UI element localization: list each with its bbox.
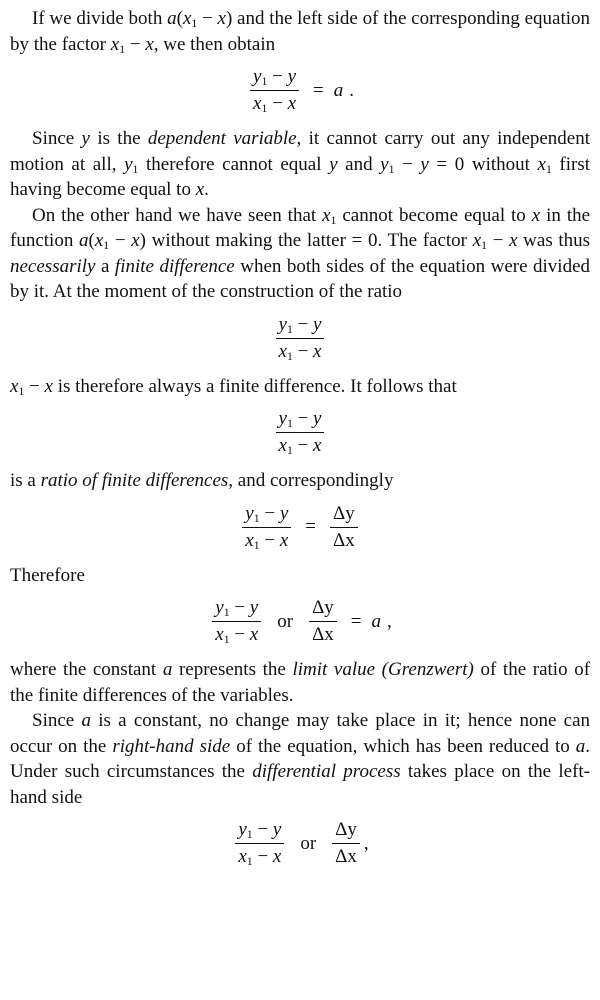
paragraph-7: where the constant a represents the limit value (Grenzwert) of the ratio of the finite differences of the variables. xyxy=(10,659,591,706)
equation-3 xyxy=(10,407,590,458)
fraction: $\frac{y_1 - y}{x_1 - x}$ xyxy=(250,65,299,116)
paragraph-8: Since a is a constant, no change may take place in it; hence none can occur on the right-hand side of the equation, which has been reduced to a. Under such circumstances the differential process takes place on the left-hand side xyxy=(10,710,591,808)
equals-sign: = xyxy=(313,79,324,101)
fraction: $\frac{y_1 - y}{x_1 - x}$ xyxy=(212,596,261,647)
paragraph-6: Therefore xyxy=(10,564,85,586)
paragraph-5: is a ratio of finite differences, and correspondingly xyxy=(10,470,394,491)
equation-6: $\frac{y_1 - y}{x_1 - x}$ or $\frac{\Delta y}{\Delta x}$ , xyxy=(10,818,590,869)
equation-5: $\frac{y_1 - y}{x_1 - x}$ or $\frac{\Delta y}{\Delta x}$ = a , xyxy=(10,596,590,647)
fraction: $\frac{y_1 - y}{x_1 - x}$ xyxy=(235,818,284,869)
fraction: $\frac{y_1 - y}{x_1 - x}$ xyxy=(276,313,325,364)
or-word: or xyxy=(300,832,317,854)
delta-fraction: $\frac{\Delta y}{\Delta x}$ xyxy=(332,818,360,869)
equation-4 xyxy=(10,502,590,553)
or-word: or xyxy=(277,610,294,632)
delta-fraction: $\frac{\Delta y}{\Delta x}$ xyxy=(309,596,337,647)
paragraph-2: Since y is the dependent variable, it cannot carry out any independent motion at all, $y_1$ therefore cannot equal y and $y_1 - y = 0$ without $x_1$ first having become equal to x. xyxy=(10,128,591,200)
constant-a: a xyxy=(333,79,344,101)
delta-fraction: $\frac{\Delta y}{\Delta x}$ xyxy=(330,502,358,553)
equals-sign: = xyxy=(350,610,362,632)
fraction: $\frac{y_1 - y}{x_1 - x}$ xyxy=(276,407,325,458)
constant-a: a xyxy=(371,610,381,632)
equals-sign: = xyxy=(305,516,316,538)
equation-2 xyxy=(10,313,590,364)
paragraph-1: If we divide both $a(x_1 - x)$ and the left side of the corresponding equation by the factor $x_1 - x$, we then obtain xyxy=(10,8,591,56)
fraction: $\frac{y_1 - y}{x_1 - x}$ xyxy=(242,502,291,553)
paragraph-4: $x_1 - x$ is therefore always a finite difference. It follows that xyxy=(10,375,457,398)
paragraph-3: On the other hand we have seen that $x_1$ cannot become equal to x in the function $a(x_1 - x)$ without making the latter = 0. The factor $x_1 - x$ was thus necessarily a finite difference when both sides of the equation were divided by it. At the moment of the construction of the ratio xyxy=(10,204,591,302)
equation-1: $\frac{y_1 - y}{x_1 - x}$ = a . xyxy=(10,65,590,116)
